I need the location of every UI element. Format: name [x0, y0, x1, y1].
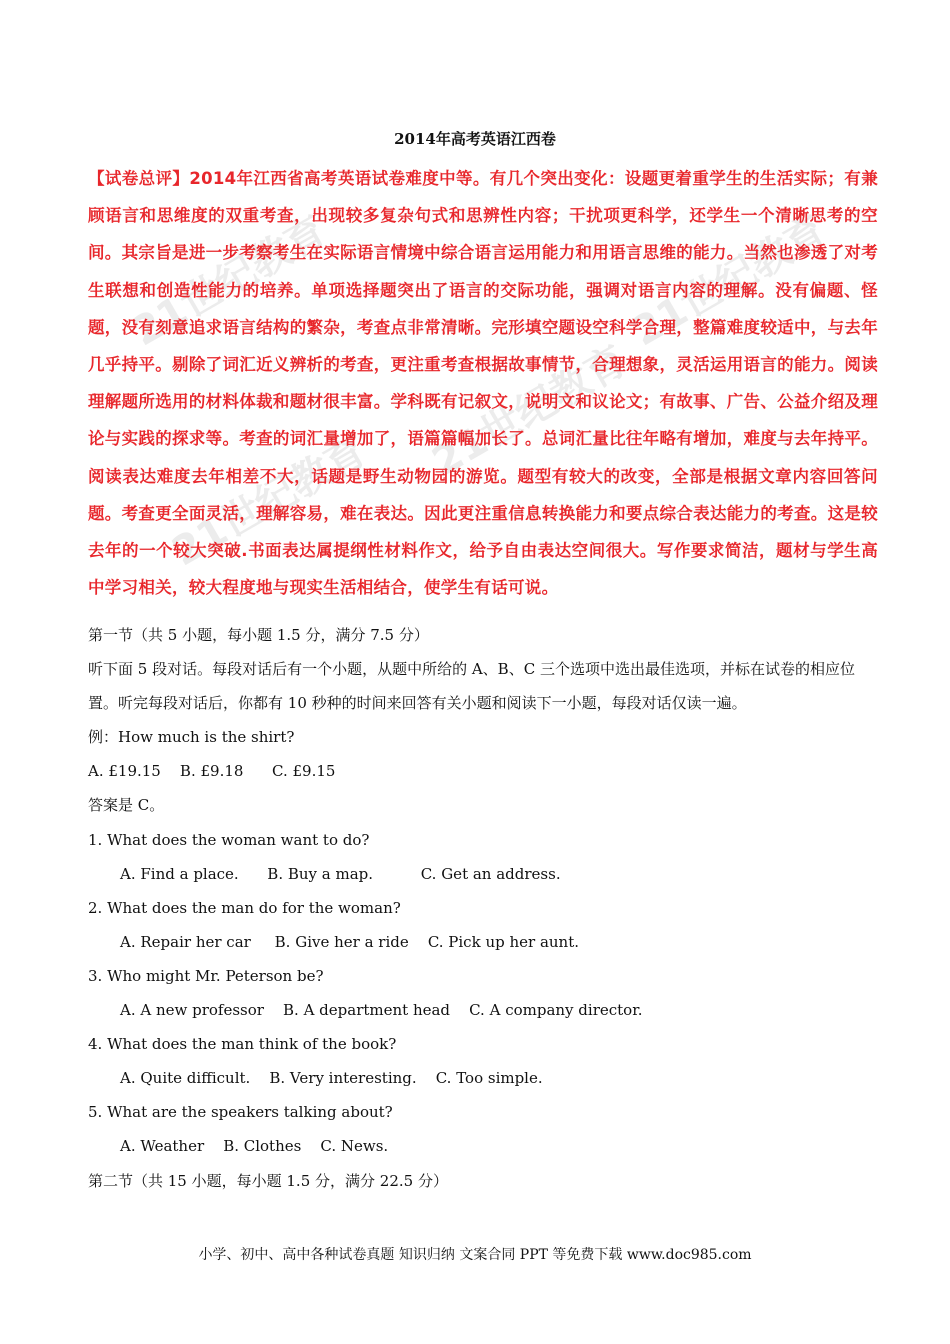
- section1-instructions: 听下面 5 段对话。每段对话后有一个小题，从题中所给的 A、B、C 三个选项中选出最佳选项，并标在试卷的相应位置。听完每段对话后，你都有 10 秒种的时间来回答有关小题和阅读下一小题，每段对话仅读一遍。: [88, 660, 855, 713]
- page-title: 2014年高考英语江西卷: [394, 130, 556, 148]
- listening-section: [88, 618, 878, 1198]
- watermark: 21世纪教育: [424, 337, 635, 486]
- question-3: 3. Who might Mr. Peterson be?: [88, 966, 324, 985]
- example-options: A. £19.15 B. £9.18 C. £9.15: [88, 762, 336, 781]
- question-5-options: A. Weather B. Clothes C. News.: [120, 1137, 389, 1156]
- example-question: 例：How much is the shirt?: [88, 728, 295, 747]
- question-4: 4. What does the man think of the book?: [88, 1035, 397, 1054]
- question-2-options: A. Repair her car B. Give her a ride C. Pick up her aunt.: [120, 932, 580, 951]
- exam-review: [88, 160, 878, 606]
- watermark: 21世纪教育: [124, 207, 335, 356]
- section1-header: 第一节（共 5 小题，每小题 1.5 分，满分 7.5 分）: [88, 626, 429, 644]
- section2-header: 第二节（共 15 小题，每小题 1.5 分，满分 22.5 分）: [88, 1171, 448, 1190]
- watermark: 21世纪教育: [624, 207, 835, 356]
- question-5: 5. What are the speakers talking about?: [88, 1103, 393, 1122]
- question-3-options: A. A new professor B. A department head C. A company director.: [120, 1001, 643, 1020]
- question-2: 2. What does the man do for the woman?: [88, 898, 401, 917]
- example-answer: 答案是 C。: [88, 796, 165, 815]
- review-text: 2014年江西省高考英语试卷难度中等。有几个突出变化：设题更着重学生的生活实际；有兼顾语言和思维度的双重考查，出现较多复杂句式和思辨性内容；干扰项更科学，还学生一个清晰思考的空间。其宗旨是进一步考察考生在实际语言情境中综合语言运用能力和用语言思维的能力。当然也渗透了对考生联想和创造性能力的培养。单项选择题突出了语言的交际功能，强调对语言内容的理解。没有偏题、怪题，没有刻意追求语言结构的繁杂，考查点非常清晰。完形填空题设空科学合理，整篇难度较适中，与去年几乎持平。剔除了词汇近义辨析的考查，更注重考查根据故事情节，合理想象，灵活运用语言的能力。阅读理解题所选用的材料体裁和题材很丰富。学科既有记叙文，说明文和议论文；有故事、广告、公益介绍及理论与实践的探求等。考查的词汇量增加了，语篇篇幅加长了。总词汇量比往年略有增加，难度与去年持平。阅读表达难度去年相差不大，话题是野生动物园的游览。题型有较大的改变，全部是根据文章内容回答问题。考查更全面灵活，理解容易，难在表达。因此更注重信息转换能力和要点综合表达能力的考查。这是较去年的一个较大突破.书面表达属提纲性材料作文，给予自由表达空间很大。写作要求简洁，题材与学生高中学习相关，较大程度地与现实生活相结合，使学生有话可说。: [88, 169, 878, 598]
- watermark: 21世纪教育: [164, 427, 375, 576]
- page-footer: 小学、初中、高中各种试卷真题 知识归纳 文案合同 PPT 等免费下载 www.doc985.com: [198, 1247, 752, 1263]
- question-1-options: A. Find a place. B. Buy a map. C. Get an address.: [120, 864, 561, 883]
- review-heading: 【试卷总评】: [88, 169, 190, 188]
- question-4-options: A. Quite difficult. B. Very interesting. C. Too simple.: [120, 1069, 543, 1088]
- question-1: 1. What does the woman want to do?: [88, 830, 370, 849]
